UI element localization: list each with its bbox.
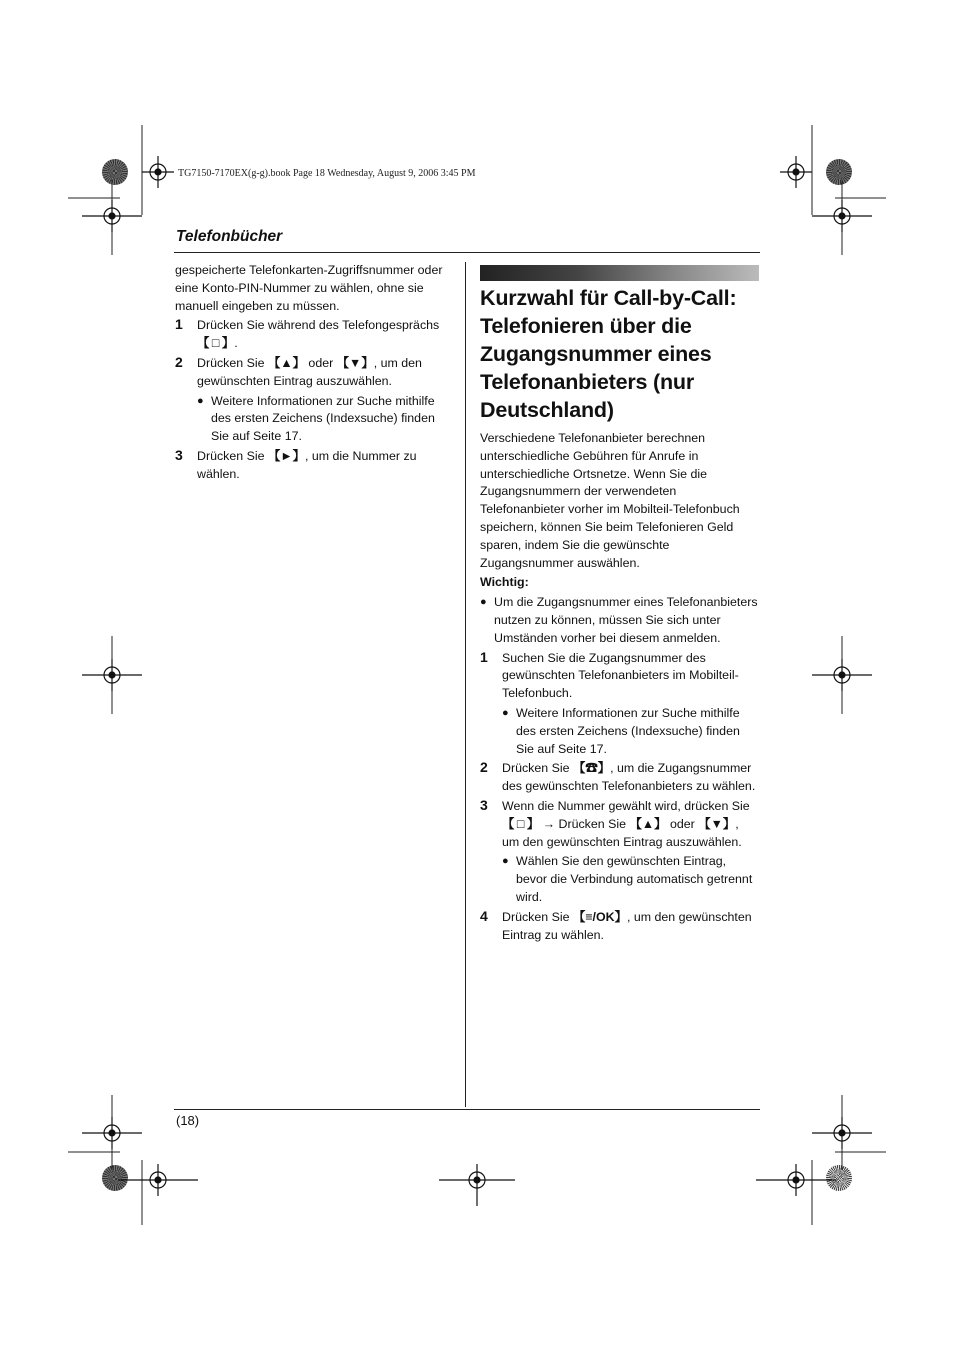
- step-text: Wenn die Nummer gewählt wird, drücken Sie 【 □ 】 → Drücken Sie 【▲】 oder 【▼】, um den gewünschten Eintrag auszuwählen.: [502, 798, 750, 849]
- key-symbol: 【 □ 】: [502, 816, 540, 831]
- key-symbol: 【☎】: [572, 761, 611, 776]
- file-meta-line: TG7150-7170EX(g-g).book Page 18 Wednesday, August 9, 2006 3:45 PM: [178, 168, 476, 179]
- step-number: 3: [480, 796, 488, 813]
- step-number: 3: [175, 446, 183, 463]
- left-step-2: [175, 355, 456, 446]
- key-symbol: 【▼】: [698, 816, 736, 831]
- bullet-text: Um die Zugangsnummer eines Telefonanbieters nutzen zu können, müssen Sie sich unter Umständen vorher bei diesem anmelden.: [494, 595, 758, 645]
- key-symbol: 【►】: [267, 448, 305, 463]
- bullet-text: Wählen Sie den gewünschten Eintrag, bevor die Verbindung automatisch getrennt wird.: [516, 854, 753, 904]
- bullet-icon: ●: [480, 596, 487, 609]
- left-intro: gespeicherte Telefonkarten-Zugriffsnummer oder eine Konto-PIN-Nummer zu wählen, ohne sie manuell eingeben zu müssen.: [175, 263, 443, 313]
- key-symbol: 【▲】: [267, 355, 305, 370]
- right-step-2: [480, 760, 759, 796]
- left-step-1: [175, 317, 456, 353]
- header-rule: [174, 252, 760, 253]
- right-step-3: [480, 798, 759, 907]
- step-bullet: [197, 393, 456, 446]
- section-gradient-bar: [480, 265, 759, 281]
- right-step-4: [480, 909, 759, 945]
- step-text: Suchen Sie die Zugangsnummer des gewünschten Telefonanbieters im Mobilteil-Telefonbuch.: [502, 650, 739, 701]
- right-column: [480, 284, 759, 944]
- bullet-text: Weitere Informationen zur Suche mithilfe des ersten Zeichens (Indexsuche) finden Sie auf Seite 17.: [516, 705, 740, 756]
- step-number: 4: [480, 907, 488, 924]
- column-divider: [465, 262, 466, 1107]
- step-number: 1: [480, 648, 488, 665]
- key-symbol: 【≡/OK】: [572, 909, 627, 924]
- left-column: [175, 262, 456, 484]
- section-intro: Verschiedene Telefonanbieter berechnen unterschiedliche Gebühren für Anrufe in unterschiedliche Ortsnetze. Wenn Sie die Zugangsnummern der verwendeten Telefonanbieter vorher im Mobilteil-Telefonbuch speichern, können Sie beim Telefonieren Geld sparen, indem Sie die gewünschte Zugangsnummer auswählen.: [480, 431, 740, 570]
- bullet-icon: ●: [502, 855, 509, 868]
- right-step-1: [480, 650, 759, 759]
- step-text: Drücken Sie 【▲】 oder 【▼】, um den gewünschten Eintrag auszuwählen.: [197, 355, 422, 388]
- section-title: Kurzwahl für Call-by-Call: Telefonieren über die Zugangsnummer eines Telefonanbieters (nur Deutschland): [480, 286, 737, 422]
- step-number: 1: [175, 316, 183, 333]
- important-bullet: [480, 594, 759, 647]
- step-number: 2: [175, 353, 183, 370]
- left-step-3: [175, 448, 456, 484]
- step-bullet: [502, 705, 759, 758]
- key-symbol: 【▲】: [629, 816, 667, 831]
- bullet-text: Weitere Informationen zur Suche mithilfe des ersten Zeichens (Indexsuche) finden Sie auf Seite 17.: [211, 393, 435, 444]
- step-text: Drücken Sie 【►】, um die Nummer zu wählen.: [197, 448, 417, 481]
- footer-rule: [174, 1109, 760, 1110]
- page-header-title: Telefonbücher: [176, 228, 283, 245]
- step-text: Drücken Sie während des Telefongesprächs 【 □ 】.: [197, 318, 440, 351]
- important-label: Wichtig:: [480, 575, 529, 590]
- bullet-icon: ●: [197, 394, 204, 407]
- key-symbol: 【▼】: [336, 355, 374, 370]
- step-text: Drücken Sie 【≡/OK】, um den gewünschten Eintrag zu wählen.: [502, 909, 752, 942]
- key-symbol: 【 □ 】: [197, 336, 235, 351]
- step-text: Drücken Sie 【☎】, um die Zugangsnummer des gewünschten Telefonanbieters zu wählen.: [502, 761, 756, 794]
- bullet-icon: ●: [502, 706, 509, 719]
- step-bullet: [502, 853, 759, 906]
- page-number: (18): [176, 1113, 200, 1128]
- step-number: 2: [480, 759, 488, 776]
